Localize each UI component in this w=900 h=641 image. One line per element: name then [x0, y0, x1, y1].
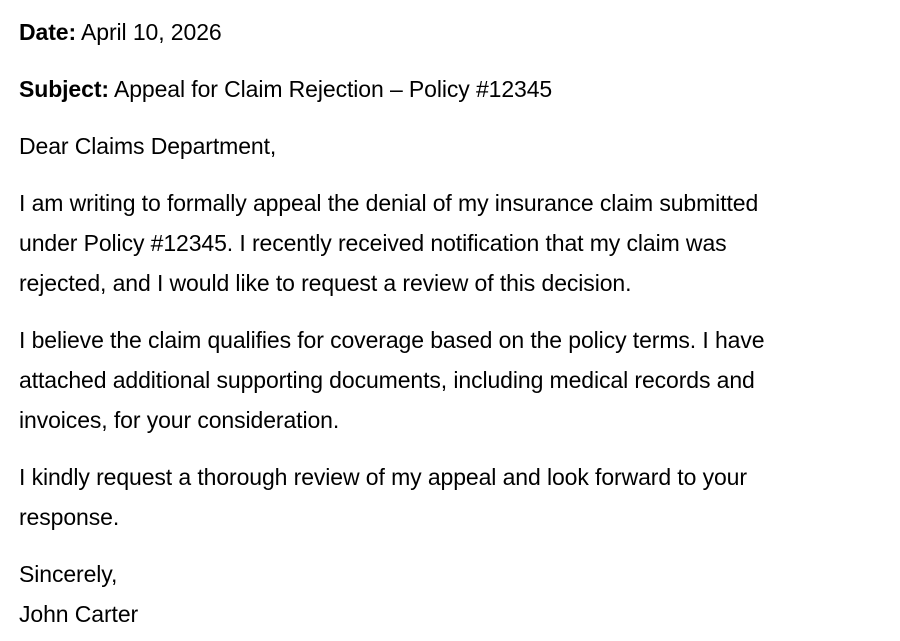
paragraph-line: I believe the claim qualifies for coverage based on the policy terms. I have	[19, 327, 765, 353]
paragraph-coverage	[19, 320, 889, 440]
date-line	[19, 12, 889, 52]
subject-value: Appeal for Claim Rejection – Policy #12345	[113, 76, 553, 102]
letter-body	[19, 12, 889, 634]
paragraph-line: invoices, for your consideration.	[19, 407, 340, 433]
paragraph-line: rejected, and I would like to request a review of this decision.	[19, 270, 632, 296]
subject-line	[19, 69, 889, 109]
subject-label: Subject:	[19, 76, 109, 102]
paragraph-request	[19, 457, 889, 537]
paragraph-line: response.	[19, 504, 120, 530]
paragraph-line: under Policy #12345. I recently received notification that my claim was	[19, 230, 727, 256]
closing: Sincerely,	[19, 561, 118, 587]
salutation: Dear Claims Department,	[19, 133, 277, 159]
paragraph-line: attached additional supporting documents, including medical records and	[19, 367, 755, 393]
paragraph-appeal-intro	[19, 183, 889, 303]
paragraph-line: I kindly request a thorough review of my appeal and look forward to your	[19, 464, 747, 490]
date-label: Date:	[19, 19, 77, 45]
paragraph-line: I am writing to formally appeal the denial of my insurance claim submitted	[19, 190, 759, 216]
signature: John Carter	[19, 601, 139, 627]
date-value: April 10, 2026	[81, 19, 222, 45]
